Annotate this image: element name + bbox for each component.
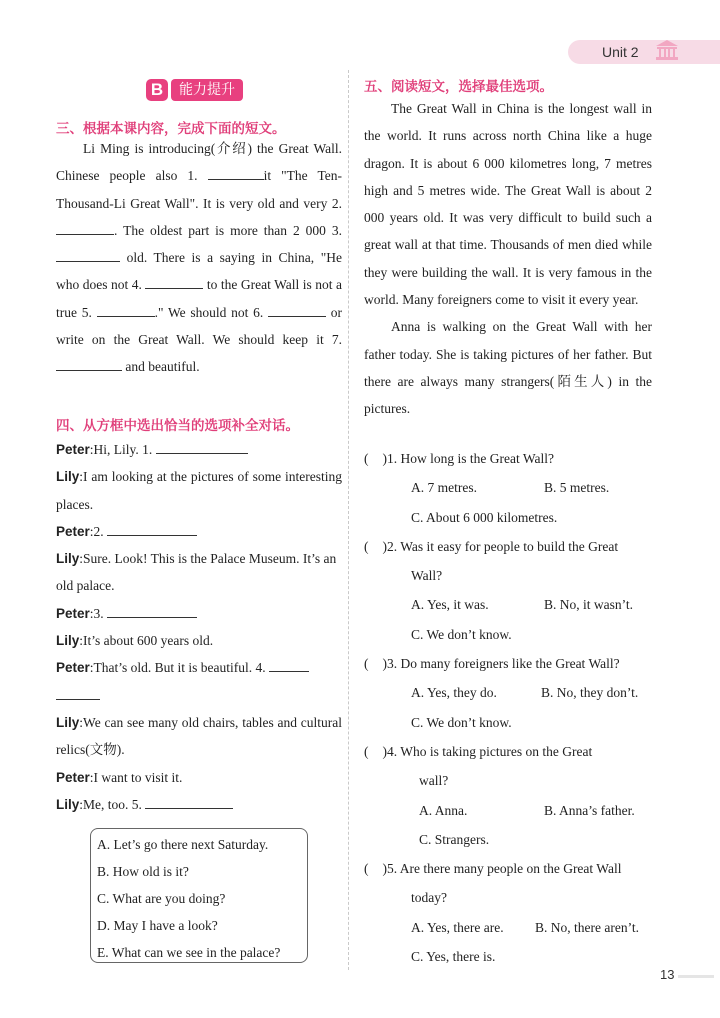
blank-3[interactable] [56,249,120,262]
q2-option-c[interactable]: C. We don’t know. [411,626,512,642]
q1-option-b[interactable]: B. 5 metres. [544,480,610,496]
blank-1[interactable] [208,167,264,180]
passage-paragraph-2: Anna is walking on the Great Wall with her father today. She is taking pictures of her father. But there are always many strangers(陌生人) in the pictures. [364,319,652,417]
question-2: ( )2. Was it easy for people to build the Great [364,538,619,554]
options-box [90,828,308,963]
badge-text: 能力提升 [171,79,243,101]
section3-title: 三、根据本课内容，完成下面的短文。 [56,121,286,137]
section4-title: 四、从方框中选出恰当的选项补全对话。 [56,418,299,434]
dialogue-blank-4[interactable] [269,659,309,672]
blank-6[interactable] [268,304,326,317]
q1-option-a[interactable]: A. 7 metres. [411,480,477,496]
dialogue-line: Lily:It’s about 600 years old. [56,633,214,649]
q3-option-a[interactable]: A. Yes, they do. [411,685,497,701]
dialogue-blank-1[interactable] [156,441,248,454]
dialogue-line: Lily:I am looking at the pictures of some interesting places. [56,469,342,512]
q4-option-a[interactable]: A. Anna. [419,802,468,818]
q3-option-b[interactable]: B. No, they don’t. [541,685,639,701]
section3-passage: Li Ming is introducing(介绍) the Great Wall. Chinese people also 1. it "The Ten-Thousand-Li Great Wall". It is very old and very 2. . The oldest part is more than 2 000 3. old. There is a saying in China, "He who does not 4. to the Great Wall is not a true 5. ." We should not 6. or write on the Great Wall. We should keep it 7. and beautiful. [56,141,342,375]
dialogue-line: Peter:Hi, Lily. 1. [56,436,342,463]
answer-slot-1[interactable] [369,451,383,463]
option-a: A. Let’s go there next Saturday. [97,837,269,852]
q2-option-b[interactable]: B. No, it wasn’t. [544,597,634,613]
q5-option-b[interactable]: B. No, there aren’t. [535,919,639,935]
option-c: C. What are you doing? [97,891,226,906]
question-1: ( )1. How long is the Great Wall? [364,451,555,466]
question-3: ( )3. Do many foreigners like the Great Wall? [364,656,620,672]
q1-option-c[interactable]: C. About 6 000 kilometres. [411,509,558,525]
section-badge [146,79,243,101]
dialogue-blank-4-cont [56,687,100,700]
answer-slot-4[interactable] [369,744,383,756]
badge-letter: B [146,79,168,101]
page-bar [678,975,714,978]
question-4: ( )4. Who is taking pictures on the Great [364,743,593,759]
dialogue [56,436,342,818]
q4-option-c[interactable]: C. Strangers. [419,831,490,847]
questions: ( )1. How long is the Great Wall? A. 7 metres. B. 5 metres. C. About 6 000 kilometres. ( )2. Was it easy for people to build the Great Wall? A. Yes, it was. B. No, it wasn’t. C. We don’t know. ( )3. Do many foreigners like the Great Wall? A. Yes, they do. B. No, they don’t. C. We don’t know. ( )4. Who is taking pictures on the Great wall? A. Anna. B. Anna’s father. C. Strangers. ( )5. Are there many people on the Great Wall today? A. Yes, there are. B. No, there aren’t. C. Yes, there is. [364,444,664,971]
q4-option-b[interactable]: B. Anna’s father. [544,802,635,818]
answer-slot-2[interactable] [369,539,383,551]
unit-label: Unit 2 [602,44,639,60]
q5-option-a[interactable]: A. Yes, there are. [411,919,504,935]
question-5: ( )5. Are there many people on the Great Wall [364,861,622,877]
option-d: D. May I have a look? [97,918,218,933]
reading-passage [364,95,652,423]
dialogue-blank-5[interactable] [145,796,233,809]
answer-slot-3[interactable] [369,656,383,668]
q3-option-c[interactable]: C. We don’t know. [411,714,512,730]
dialogue-line: Peter:2. [56,518,342,545]
page-number: 13 [660,967,675,982]
blank-4[interactable] [145,276,203,289]
dialogue-line: Lily:Me, too. 5. [56,791,342,818]
blank-5[interactable] [97,304,155,317]
blank-7[interactable] [56,358,122,371]
q5-option-c[interactable]: C. Yes, there is. [411,949,496,965]
dialogue-line: Peter:3. [56,600,342,627]
unit-tab [568,40,720,64]
option-e: E. What can we see in the palace? [97,945,281,960]
option-b: B. How old is it? [97,864,189,879]
column-divider [348,70,349,970]
dialogue-line: Peter:That’s old. But it is beautiful. 4. [56,654,342,709]
dialogue-line: Lily:Sure. Look! This is the Palace Museum. It’s an old palace. [56,551,337,594]
answer-slot-5[interactable] [369,861,383,873]
passage-paragraph-1: The Great Wall in China is the longest wall in the world. It runs across north China like a huge dragon. It is about 6 000 kilometres long, 7 metres high and 5 metres wide. The Great Wall is about 2 000 years old. It was very difficult to build such a great wall at that time. Thousands of men died while they were building the wall. It is very famous in the world. Many foreigners come to visit it every year. [364,101,652,308]
dialogue-blank-2[interactable] [107,523,197,536]
dialogue-line: Lily:We can see many old chairs, tables and cultural relics(文物). [56,714,342,758]
dialogue-blank-3[interactable] [107,605,197,618]
temple-icon [655,38,679,62]
q2-option-a[interactable]: A. Yes, it was. [411,597,489,613]
dialogue-line: Peter:I want to visit it. [56,769,183,785]
section5-title: 五、阅读短文，选择最佳选项。 [364,79,553,95]
blank-2[interactable] [56,222,114,235]
